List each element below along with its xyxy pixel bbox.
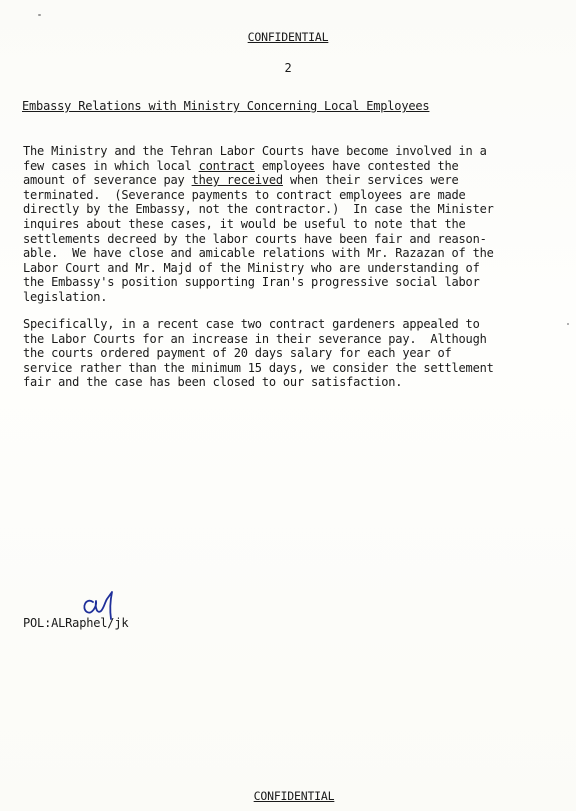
paragraph-1-line: when their services were	[282, 173, 459, 188]
paragraph-1	[23, 144, 494, 305]
paragraph-1-line: the Embassy's position supporting Iran's progressive social labor	[23, 275, 480, 290]
underlined-word-contract: contract	[198, 158, 255, 173]
section-heading: Embassy Relations with Ministry Concerning Local Employees	[22, 99, 430, 113]
paragraph-1-line: few cases in which local	[23, 158, 199, 173]
paragraph-1-line: settlements decreed by the labor courts have been fair and reason-	[23, 231, 487, 246]
paragraph-1-line: employees have contested the	[254, 158, 459, 173]
page-number: 2	[284, 61, 292, 75]
paragraph-2-line: service rather than the minimum 15 days, we consider the settlement	[23, 360, 494, 375]
paragraph-1-line: amount of severance pay	[23, 173, 192, 188]
paper-speck	[38, 14, 41, 16]
paragraph-1-line: The Ministry and the Tehran Labor Courts have become involved in a	[23, 144, 487, 158]
paragraph-2-line: fair and the case has been closed to our satisfaction.	[23, 375, 403, 390]
paragraph-1-line: legislation.	[23, 289, 108, 304]
underlined-phrase-they-received: they received	[191, 173, 283, 188]
paper-speck	[567, 323, 569, 325]
classification-footer: CONFIDENTIAL	[253, 789, 335, 803]
paragraph-1-line: inquires about these cases, it would be useful to note that the	[23, 216, 466, 231]
classification-header: CONFIDENTIAL	[247, 30, 329, 44]
paragraph-1-line: directly by the Embassy, not the contractor.) In case the Minister	[23, 202, 494, 217]
paragraph-2-line: the Labor Courts for an increase in their severance pay. Although	[23, 331, 487, 346]
paragraph-1-line: able. We have close and amicable relations with Mr. Razazan of the	[23, 246, 494, 261]
paragraph-2-line: Specifically, in a recent case two contract gardeners appealed to	[23, 317, 480, 331]
paragraph-1-line: Labor Court and Mr. Majd of the Ministry who are understanding of	[23, 260, 480, 275]
drafter-line: POL:ALRaphel/jk	[23, 616, 129, 630]
paragraph-2-line: the courts ordered payment of 20 days salary for each year of	[23, 346, 452, 361]
paragraph-2	[23, 317, 494, 390]
paragraph-1-line: terminated. (Severance payments to contract employees are made	[23, 187, 466, 202]
